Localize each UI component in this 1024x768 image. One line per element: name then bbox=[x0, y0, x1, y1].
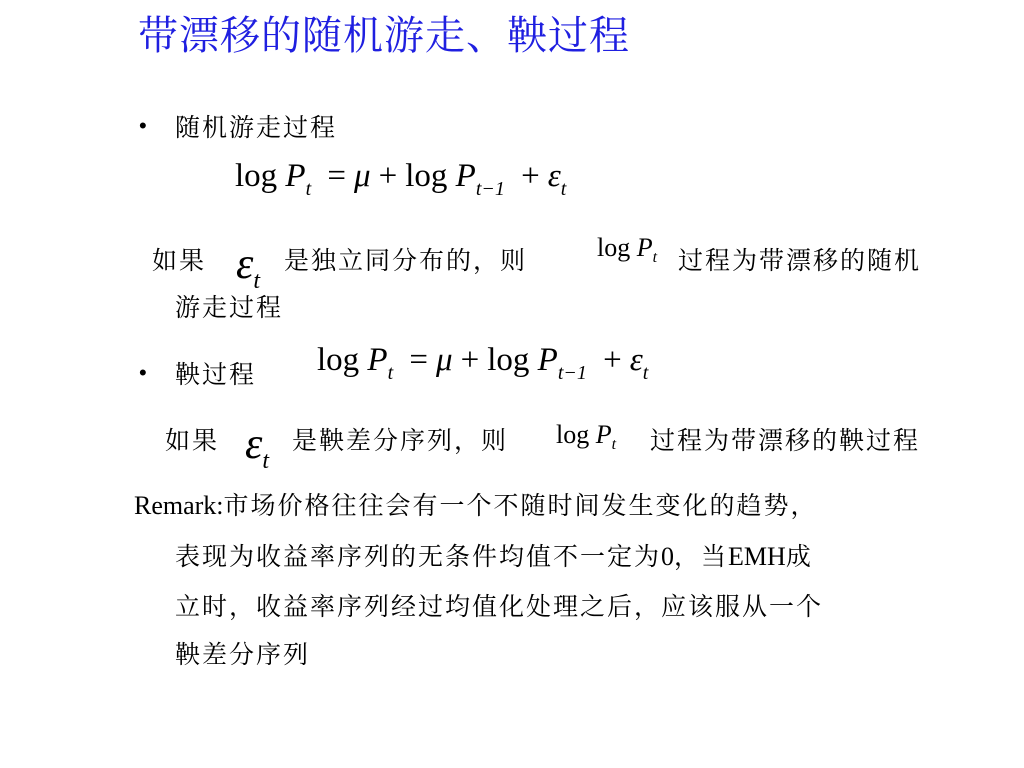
formula2-log: log bbox=[317, 342, 360, 378]
remark-text-2e: 成 bbox=[785, 542, 813, 571]
section-1-eps bbox=[236, 238, 261, 294]
formula-eq: = bbox=[327, 158, 347, 194]
formula2-sub-t: t bbox=[387, 362, 394, 384]
formula-plus: + bbox=[378, 158, 398, 194]
section-2-label: 鞅过程 bbox=[175, 360, 257, 389]
inline-P: P bbox=[636, 233, 653, 262]
eps-symbol: ε bbox=[236, 239, 254, 288]
remark-label: Remark: bbox=[134, 491, 224, 520]
remark-line-4: 鞅差分序列 bbox=[175, 640, 311, 669]
formula-sub-t: t bbox=[305, 178, 312, 200]
formula-martingale bbox=[317, 342, 649, 384]
remark-emh: EMH bbox=[728, 542, 786, 571]
formula2-sub-t-2: t bbox=[642, 362, 649, 384]
formula2-eq: = bbox=[409, 342, 429, 378]
formula2-mu: μ bbox=[436, 342, 453, 378]
section-1-inline-logP bbox=[597, 233, 658, 266]
formula2-P-2: P bbox=[537, 342, 558, 378]
formula-random-walk bbox=[235, 158, 567, 200]
section-1-label: 随机游走过程 bbox=[175, 113, 338, 142]
remark-line-3: 立时，收益率序列经过均值化处理之后，应该服从一个 bbox=[175, 592, 824, 621]
formula2-log-2: log bbox=[487, 342, 530, 378]
formula-sub-t-2: t bbox=[560, 178, 567, 200]
remark-text-2c: ，当 bbox=[674, 542, 729, 571]
section-1-desc-a: 如果 bbox=[152, 246, 207, 275]
bullet-2: • bbox=[139, 360, 147, 385]
formula-P-2: P bbox=[455, 158, 476, 194]
eps-symbol-2: ε bbox=[245, 419, 263, 468]
section-1-desc-d: 游走过程 bbox=[175, 293, 284, 322]
formula2-plus-2: + bbox=[603, 342, 622, 378]
section-2-desc-a: 如果 bbox=[165, 426, 220, 455]
section-2-desc-b: 是鞅差分序列，则 bbox=[292, 426, 509, 455]
formula2-plus: + bbox=[460, 342, 480, 378]
formula-log-2: log bbox=[405, 158, 448, 194]
remark-line-2 bbox=[175, 537, 813, 573]
formula2-eps: ε bbox=[629, 342, 643, 378]
section-2-eps bbox=[245, 418, 270, 474]
section-1-desc-c: 过程为带漂移的随机 bbox=[678, 246, 922, 275]
inline-P-2: P bbox=[595, 420, 612, 449]
remark-zero: 0 bbox=[661, 542, 675, 571]
inline-sub-t-2: t bbox=[611, 436, 617, 453]
remark-text-1: 市场价格往往会有一个不随时间发生变化的趋势， bbox=[223, 491, 818, 520]
formula2-P: P bbox=[367, 342, 388, 378]
section-1-desc-b: 是独立同分布的，则 bbox=[284, 246, 528, 275]
page-title: 带漂移的随机游走、鞅过程 bbox=[138, 13, 630, 59]
formula-eps: ε bbox=[547, 158, 561, 194]
formula-plus-2: + bbox=[521, 158, 540, 194]
section-2-inline-logP bbox=[556, 420, 617, 453]
formula-P: P bbox=[285, 158, 306, 194]
eps-sub-t: t bbox=[253, 268, 261, 294]
formula-mu: μ bbox=[354, 158, 371, 194]
bullet-1: • bbox=[139, 113, 147, 138]
remark-text-2a: 表现为收益率序列的无条件均值不一定为 bbox=[175, 542, 662, 571]
inline-log-2: log bbox=[556, 420, 590, 449]
inline-sub-t: t bbox=[652, 249, 658, 266]
formula-sub-tm1: t−1 bbox=[475, 178, 505, 200]
remark-line-1 bbox=[134, 486, 818, 522]
formula2-sub-tm1: t−1 bbox=[557, 362, 587, 384]
section-2-desc-c: 过程为带漂移的鞅过程 bbox=[650, 426, 921, 455]
eps-sub-t-2: t bbox=[262, 448, 270, 474]
formula-log: log bbox=[235, 158, 278, 194]
inline-log: log bbox=[597, 233, 631, 262]
